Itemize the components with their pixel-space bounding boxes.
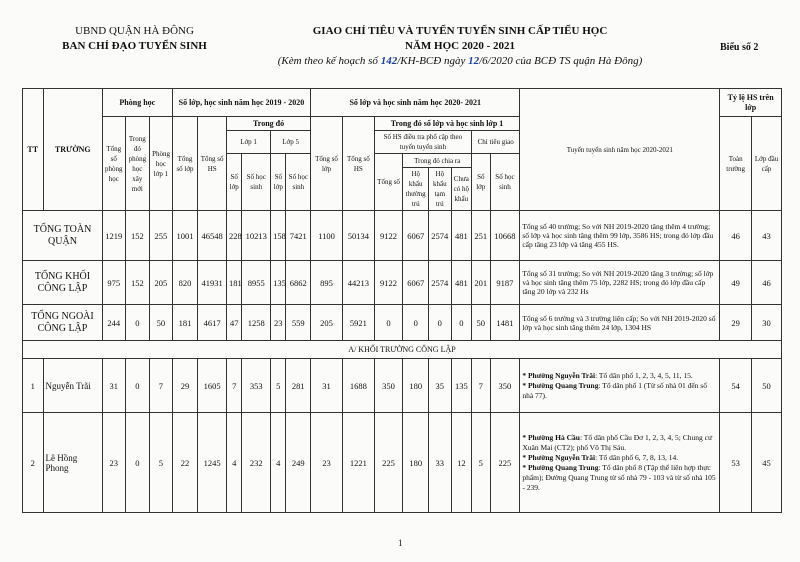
cell: 49	[720, 261, 752, 305]
cell: 232	[242, 413, 271, 513]
section-label: A/ KHỐI TRƯỜNG CÔNG LẬP	[23, 341, 782, 359]
col-chi-tieu-so-lop: Số lớp	[472, 154, 490, 211]
cell: 10213	[242, 211, 271, 261]
form-number: Biểu số 2	[720, 42, 759, 53]
col-dieu-tra-tong: Tổng số	[374, 154, 403, 211]
col-tong-so-phong: Tổng số phòng học	[102, 117, 125, 211]
col-thuong-tru: Hộ khẩu thường trú	[403, 168, 429, 211]
cell: 50134	[342, 211, 374, 261]
cell: 46	[752, 261, 782, 305]
cell: 975	[102, 261, 125, 305]
cell: 5	[150, 413, 173, 513]
col-chua-co: Chưa có hộ khẩu	[451, 168, 472, 211]
cell: 225	[490, 413, 520, 513]
cell: 180	[403, 413, 429, 513]
table-row	[23, 413, 782, 513]
cell: 135	[451, 359, 472, 413]
cell: 181	[172, 305, 198, 341]
summary-row	[23, 261, 782, 305]
cell: 181	[227, 261, 242, 305]
cell: 350	[490, 359, 520, 413]
col-tong-so-lop-2021: Tổng số lớp	[311, 117, 343, 211]
cell: 6067	[403, 261, 429, 305]
cell: 1688	[342, 359, 374, 413]
cell: 9122	[374, 261, 403, 305]
summary-row	[23, 305, 782, 341]
summary-name: TỔNG TOÀN QUẬN	[23, 211, 103, 261]
cell: 481	[451, 211, 472, 261]
col-tong-so-lop-1920: Tổng số lớp	[172, 117, 198, 211]
col-lop1-so-lop: Số lớp	[227, 154, 242, 211]
col-xay-moi: Trong đó phòng học xây mới	[125, 117, 150, 211]
doc-title-line1: GIAO CHỈ TIÊU VÀ TUYỂN TUYỂN SINH CẤP TIỂU HỌC	[312, 25, 608, 37]
cell: 7421	[286, 211, 311, 261]
cell: 1258	[242, 305, 271, 341]
subtitle-part: /KH-BCĐ ngày	[397, 55, 469, 67]
subtitle-part: /6/2020 của BCĐ TS quận Hà Đông)	[479, 55, 643, 67]
ward-detail: : Tổ dân phố 8 (Tập thể liên hợp thực phẩm); Đường Quang Trung từ số nhà 79 - 103 và từ số nhà 105 - 239.	[522, 462, 716, 492]
cell: 4	[271, 413, 286, 513]
cell: 29	[720, 305, 752, 341]
cell: 50	[150, 305, 173, 341]
cell: 7	[150, 359, 173, 413]
cell: 1100	[311, 211, 343, 261]
cell: 481	[451, 261, 472, 305]
cell: 54	[720, 359, 752, 413]
issuer-line1: UBND QUẬN HÀ ĐÔNG	[75, 25, 194, 37]
cell: 152	[125, 261, 150, 305]
enrollment-zone	[520, 413, 720, 513]
cell: 135	[271, 261, 286, 305]
ward-name: * Phường Quang Trung	[522, 462, 599, 472]
issuer-block	[22, 24, 247, 54]
col-phong-lop1: Phòng học lớp 1	[150, 117, 173, 211]
cell: 50	[472, 305, 490, 341]
doc-subtitle	[275, 54, 645, 69]
ward-name: * Phường Nguyễn Trãi	[522, 452, 596, 462]
cell: 281	[286, 359, 311, 413]
cell: 31	[311, 359, 343, 413]
col-tt: TT	[23, 89, 44, 211]
col-chia-ra: Trong đó chia ra	[403, 154, 472, 168]
ward-detail: : Tổ dân phố Cầu Đơ 1, 2, 3, 4, 5; Chung cư Xuân Mai (CT2); phố Võ Thị Sáu.	[522, 432, 713, 452]
col-lop5: Lớp 5	[271, 131, 311, 154]
col-phong-hoc: Phòng học	[102, 89, 172, 117]
cell: 2574	[429, 261, 452, 305]
cell: 30	[752, 305, 782, 341]
section-row	[23, 341, 782, 359]
col-tong-so-hs-2021: Tổng số HS	[342, 117, 374, 211]
cell: 1001	[172, 211, 198, 261]
col-lop5-so-lop: Số lớp	[271, 154, 286, 211]
cell: 31	[102, 359, 125, 413]
cell: 244	[102, 305, 125, 341]
cell: 22	[172, 413, 198, 513]
col-tuyen-tuyen-sinh: Tuyến tuyển sinh năm học 2020-2021	[520, 89, 720, 211]
title-block	[275, 24, 645, 69]
ward-name: * Phường Hà Cầu	[522, 432, 580, 442]
cell: 4617	[198, 305, 227, 341]
cell: 225	[374, 413, 403, 513]
school-name: Nguyễn Trãi	[43, 359, 102, 413]
col-lop-dau-cap: Lớp đầu cấp	[752, 117, 782, 211]
cell: 8955	[242, 261, 271, 305]
cell: 251	[472, 211, 490, 261]
col-chi-tieu-so-hs: Số học sinh	[490, 154, 520, 211]
cell: 1481	[490, 305, 520, 341]
ward-name: * Phường Quang Trung	[522, 380, 599, 390]
table-row	[23, 359, 782, 413]
summary-row	[23, 211, 782, 261]
cell: 45	[752, 413, 782, 513]
enrollment-table	[22, 88, 782, 513]
cell: 41931	[198, 261, 227, 305]
cell: 35	[429, 359, 452, 413]
cell: 6067	[403, 211, 429, 261]
cell: 53	[720, 413, 752, 513]
cell: 158	[271, 211, 286, 261]
cell: 47	[227, 305, 242, 341]
cell: 0	[429, 305, 452, 341]
cell: 23	[102, 413, 125, 513]
cell: 353	[242, 359, 271, 413]
cell: 205	[150, 261, 173, 305]
cell: 12	[451, 413, 472, 513]
col-trong-do: Trong đó	[227, 117, 311, 131]
cell: 6862	[286, 261, 311, 305]
cell: 4	[227, 413, 242, 513]
issuer-line2: BAN CHỈ ĐẠO TUYỂN SINH	[62, 40, 207, 52]
cell: 1245	[198, 413, 227, 513]
row-tt: 1	[23, 359, 44, 413]
handwritten-number: 142	[380, 55, 398, 67]
cell: 5	[271, 359, 286, 413]
cell: 5	[472, 413, 490, 513]
cell: 201	[472, 261, 490, 305]
cell: 46	[720, 211, 752, 261]
col-ty-le: Tỷ lệ HS trên lớp	[720, 89, 782, 117]
cell: 44213	[342, 261, 374, 305]
cell: 228	[227, 211, 242, 261]
cell: 23	[311, 413, 343, 513]
cell: 43	[752, 211, 782, 261]
cell: 1219	[102, 211, 125, 261]
col-lop5-so-hs: Số học sinh	[286, 154, 311, 211]
cell: 180	[403, 359, 429, 413]
cell: 350	[374, 359, 403, 413]
summary-name: TỔNG KHỐI CÔNG LẬP	[23, 261, 103, 305]
subtitle-part: (Kèm theo kế hoạch số	[277, 55, 381, 67]
cell: 0	[125, 359, 150, 413]
doc-title-line2: NĂM HỌC 2020 - 2021	[405, 40, 515, 52]
col-trong-do-lop1: Trong đó số lớp và học sinh lớp 1	[374, 117, 520, 131]
cell: 23	[271, 305, 286, 341]
cell: 249	[286, 413, 311, 513]
cell: 0	[125, 305, 150, 341]
cell: 152	[125, 211, 150, 261]
col-toan-truong: Toàn trường	[720, 117, 752, 211]
ward-name: * Phường Nguyễn Trãi	[522, 370, 596, 380]
cell: 5921	[342, 305, 374, 341]
col-lop1: Lớp 1	[227, 131, 271, 154]
cell: 50	[752, 359, 782, 413]
cell: 255	[150, 211, 173, 261]
cell: 0	[403, 305, 429, 341]
ward-detail: : Tổ dân phố 1, 2, 3, 4, 5, 11, 15.	[595, 370, 693, 380]
cell: 0	[451, 305, 472, 341]
col-chi-tieu: Chỉ tiêu giao	[472, 131, 520, 154]
cell: 0	[125, 413, 150, 513]
school-name: Lê Hồng Phong	[43, 413, 102, 513]
cell: 46548	[198, 211, 227, 261]
cell: 9122	[374, 211, 403, 261]
row-tt: 2	[23, 413, 44, 513]
cell: 205	[311, 305, 343, 341]
summary-desc: Tổng số 40 trường; So với NH 2019-2020 tăng thêm 4 trường; số lớp và học sinh tăng thêm 99 lớp, 3586 HS; trong đó lớp đầu cấp tăng 23 lớp và tăng 455 HS.	[520, 211, 720, 261]
summary-desc: Tổng số 6 trường và 3 trường liên cấp; So với NH 2019-2020 số lớp và học sinh tăng thêm 24 lớp, 1304 HS	[520, 305, 720, 341]
col-lop1-so-hs: Số học sinh	[242, 154, 271, 211]
cell: 10668	[490, 211, 520, 261]
col-so-hs-dieu-tra: Số HS điều tra phổ cập theo tuyến tuyển sinh	[374, 131, 471, 154]
cell: 33	[429, 413, 452, 513]
col-tam-tru: Hộ khẩu tạm trú	[429, 168, 452, 211]
summary-name: TỔNG NGOÀI CÔNG LẬP	[23, 305, 103, 341]
cell: 1221	[342, 413, 374, 513]
col-tong-so-hs-1920: Tổng số HS	[198, 117, 227, 211]
cell: 29	[172, 359, 198, 413]
cell: 0	[374, 305, 403, 341]
cell: 7	[227, 359, 242, 413]
cell: 895	[311, 261, 343, 305]
cell: 9187	[490, 261, 520, 305]
cell: 559	[286, 305, 311, 341]
ward-detail: : Tổ dân phố 6, 7, 8, 13, 14.	[595, 452, 679, 462]
page-number: 1	[398, 538, 403, 548]
enrollment-zone	[520, 359, 720, 413]
cell: 820	[172, 261, 198, 305]
cell: 7	[472, 359, 490, 413]
cell: 1605	[198, 359, 227, 413]
col-so-lop-2021: Số lớp và học sinh năm học 2020- 2021	[311, 89, 520, 117]
cell: 2574	[429, 211, 452, 261]
col-truong: TRƯỜNG	[43, 89, 102, 211]
ward-detail: : Tổ dân phố 1 (Từ số nhà 01 đến số nhà 77).	[522, 380, 707, 400]
col-so-lop-1920: Số lớp, học sinh năm học 2019 - 2020	[172, 89, 310, 117]
handwritten-day: 12	[468, 55, 480, 67]
summary-desc: Tổng số 31 trường; So với NH 2019-2020 tăng 3 trường; số lớp và học sinh tăng thêm 75 lớp, 2282 HS; trong đó lớp đầu cấp tăng 20 lớp và 232 Hs	[520, 261, 720, 305]
